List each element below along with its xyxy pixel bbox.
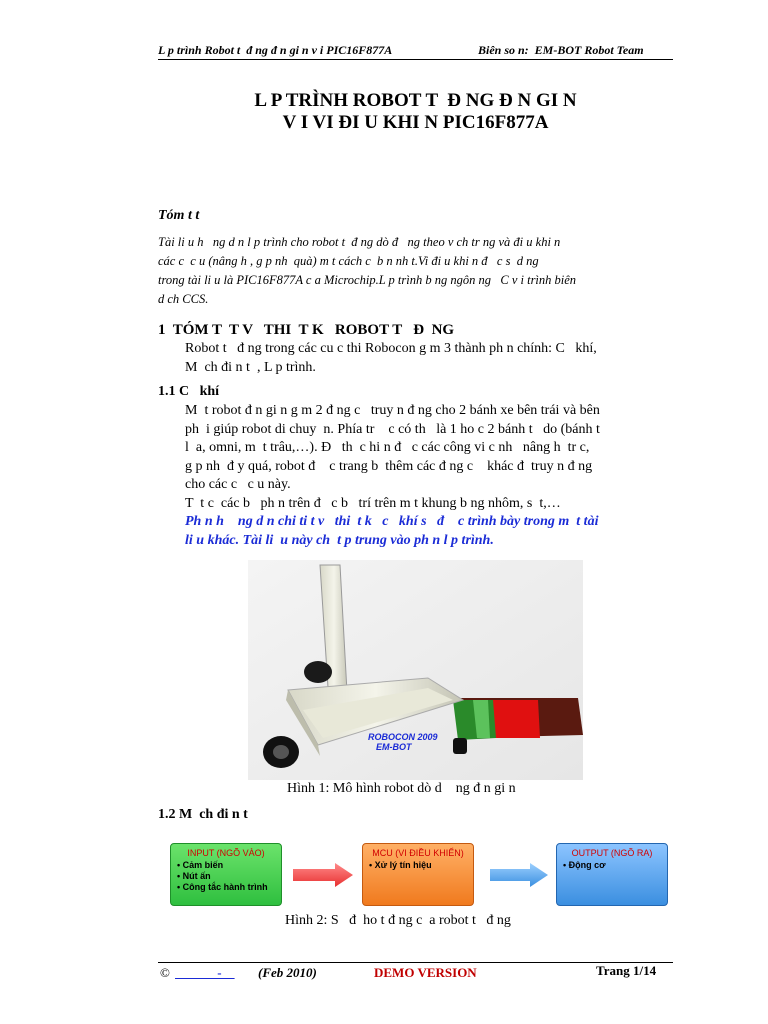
input-item: • Nút ấn — [177, 871, 211, 881]
section-1-1-body — [185, 402, 673, 550]
section-1-1-heading: 1.1 C khí — [158, 384, 220, 399]
brand-embot: EM-BOT — [376, 742, 412, 752]
paragraph-line: Robot t đ ng trong các cu c thi Robocon g m 3 thành ph n chính: C khí, — [185, 341, 597, 356]
abstract-line: d ch CCS. — [158, 292, 209, 306]
mcu-block-title: MCU (VI ĐIỀU KHIỂN) — [372, 848, 464, 858]
mcu-block — [362, 843, 474, 906]
figure-background — [248, 560, 583, 780]
paragraph-line: ph i giúp robot di chuy n. Phía tr c có th là 1 ho c 2 bánh t do (bánh t — [185, 421, 600, 437]
input-block-title: INPUT (NGÕ VÀO) — [187, 848, 265, 858]
abstract-line: trong tài li u là PIC16F877A c a Microchip.L p trình b ng ngôn ng C v i trình biên — [158, 273, 577, 287]
section-1-body — [185, 340, 673, 377]
arrow-right-icon — [490, 863, 548, 887]
doc-title-line1: L P TRÌNH ROBOT T Đ NG Đ N GI N — [254, 90, 577, 111]
note-line: Ph n h ng d n chi ti t v thi t k c khí s đ c trình bày trong m t tài — [185, 514, 599, 529]
output-block — [556, 843, 668, 906]
doc-title-line2: V I VI ĐI U KHI N PIC16F877A — [282, 112, 549, 133]
caster-wheel — [453, 738, 467, 754]
paragraph-line: cho các c c u này. — [185, 477, 291, 492]
abstract-line: các c c u (nâng h , g p nh quà) m t cách c b n nh t.Vi đi u khi n đ c s d ng — [158, 254, 539, 268]
footer-link[interactable]: - — [175, 965, 235, 980]
output-item: • Động cơ — [563, 860, 606, 870]
input-item: • Cảm biến — [177, 860, 224, 870]
input-block — [170, 843, 282, 906]
front-wheel-hub — [273, 745, 289, 759]
footer-demo-label: DEMO VERSION — [374, 965, 477, 980]
section-1-heading: 1 TÓM T T V THI T K ROBOT T Đ NG — [158, 322, 455, 338]
section-1-2-heading: 1.2 M ch đi n t — [158, 807, 248, 822]
footer-page-number: Trang 1/14 — [596, 963, 657, 978]
paragraph-line: g p nh đ y quá, robot đ c trang b thêm các đ ng c khác đ truy n đ ng — [185, 458, 593, 474]
header-divider — [158, 59, 673, 60]
header-author: Biên so n: EM-BOT Robot Team — [478, 43, 644, 57]
footer-date: (Feb 2010) — [258, 965, 317, 980]
abstract-line: Tài li u h ng d n l p trình cho robot t đ ng dò đ ng theo v ch tr ng và đi u khi n — [158, 235, 561, 249]
back-wheel — [304, 661, 332, 683]
abstract-heading: Tóm t t — [158, 208, 200, 223]
paragraph-line: T t c các b ph n trên đ c b trí trên m t khung b ng nhôm, s t,… — [185, 495, 561, 511]
paragraph-line: M ch đi n t , L p trình. — [185, 359, 316, 375]
arrow-right-icon — [293, 863, 353, 887]
output-block-title: OUTPUT (NGÕ RA) — [571, 848, 653, 858]
header-doc-title: L p trình Robot t đ ng đ n gi n v i PIC16F877A — [158, 43, 393, 57]
footer-copyright: © — [160, 965, 170, 980]
note-line: li u khác. Tài li u này ch t p trung vào ph n l p trình. — [185, 532, 494, 548]
input-item: • Công tắc hành trình — [177, 882, 268, 892]
figure-1-caption: Hình 1: Mô hình robot dò d ng đ n gi n — [287, 781, 516, 796]
paragraph-line: M t robot đ n gi n g m 2 đ ng c truy n đ ng cho 2 bánh xe bên trái và bên — [185, 403, 600, 418]
figure-2-caption: Hình 2: S đ ho t đ ng c a robot t đ ng — [285, 913, 511, 928]
mcu-item: • Xử lý tín hiệu — [369, 860, 432, 870]
track-stripe-red — [488, 700, 540, 738]
robot-figure — [248, 560, 583, 780]
paragraph-line: l a, omni, m t trâu,…). Đ th c hi n đ c các công vi c nh nâng h tr c, — [185, 440, 590, 455]
abstract-body — [158, 233, 673, 309]
brand-robocon: ROBOCON 2009 — [368, 732, 438, 742]
